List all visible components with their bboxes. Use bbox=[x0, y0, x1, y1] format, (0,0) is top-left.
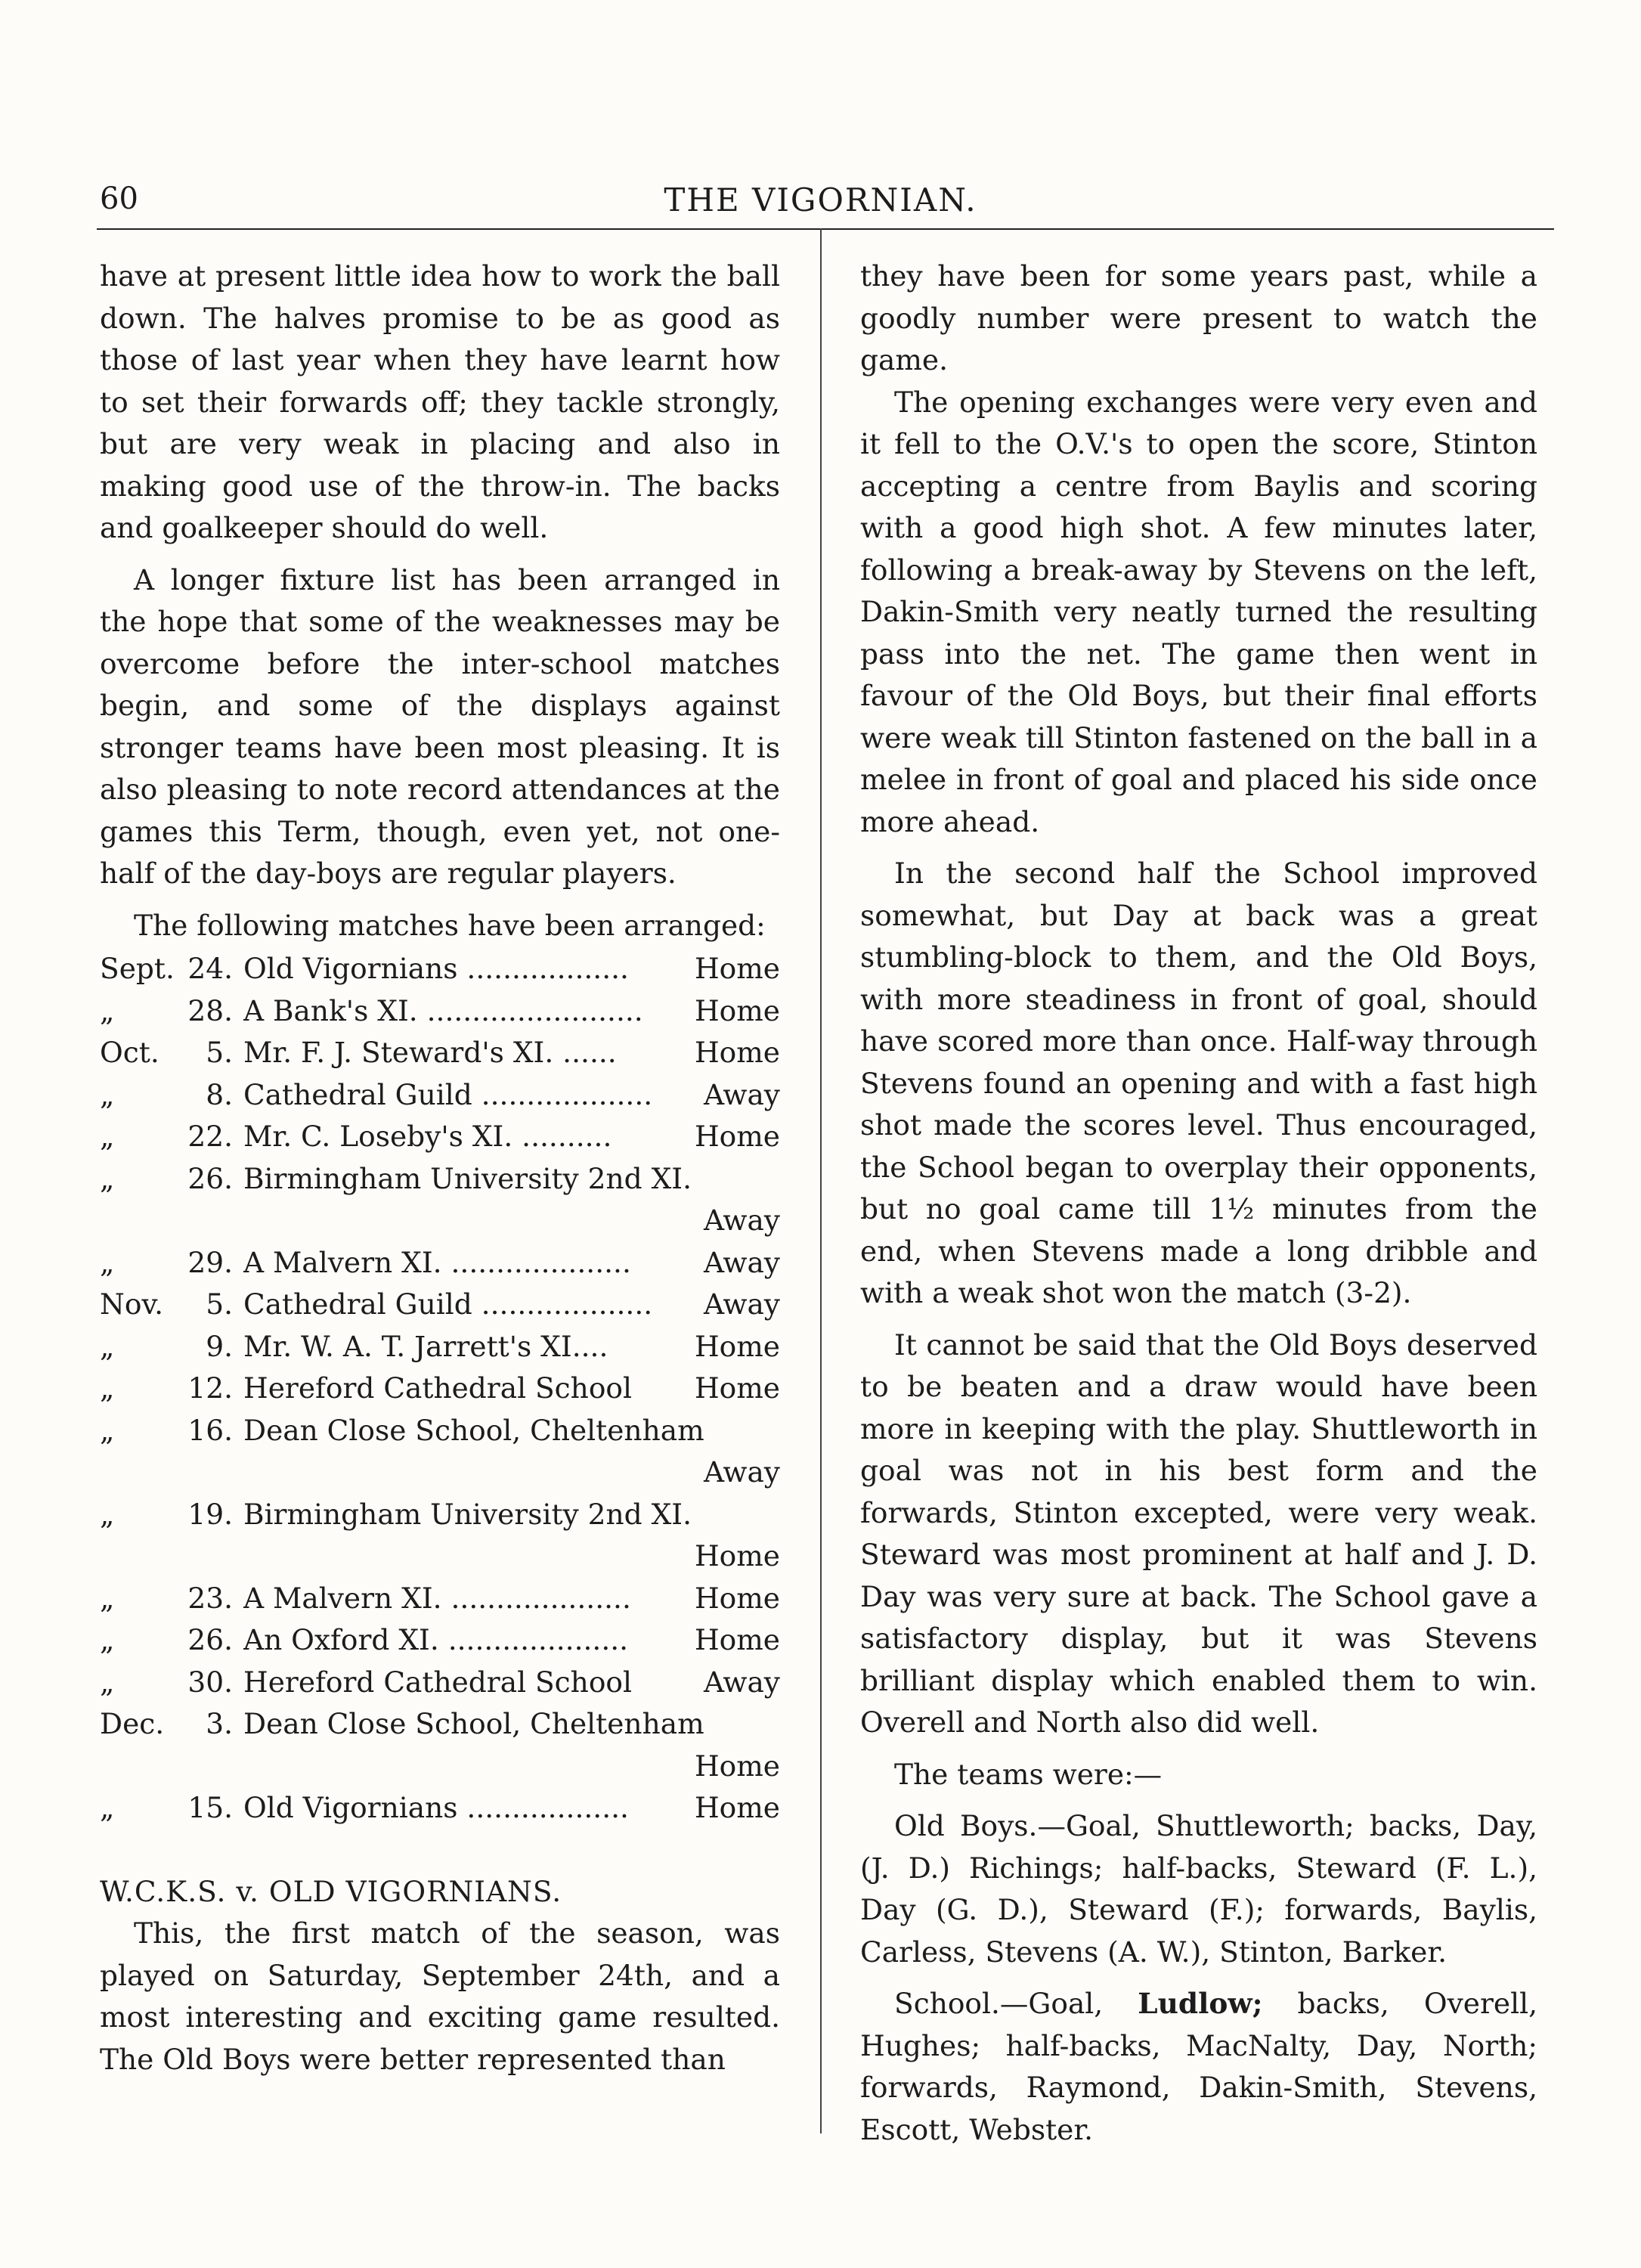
fixture-opponent: Mr. F. J. Steward's XI. ...... bbox=[243, 1036, 617, 1069]
left-column bbox=[100, 256, 780, 2081]
fixture-row bbox=[100, 1074, 780, 1117]
fixture-month: „ bbox=[100, 1371, 115, 1405]
fixture-venue: Home bbox=[694, 1036, 780, 1069]
fixture-month: Dec. bbox=[100, 1707, 165, 1740]
right-column bbox=[860, 256, 1537, 2151]
fixture-venue: Home bbox=[694, 993, 780, 1027]
fixture-month: „ bbox=[100, 1623, 115, 1656]
fixture-venue: Home bbox=[694, 1371, 780, 1405]
fixture-list bbox=[100, 948, 780, 1830]
school-team-rest: backs, Overell, Hughes; half-backs, MacNalty, Day, North; forwards, Raymond, Dakin-Smith, Stevens, Escott, Webster. bbox=[860, 1987, 1537, 2146]
fixture-row bbox=[100, 990, 780, 1033]
paragraph: It cannot be said that the Old Boys deserved to be beaten and a draw would have been more in keeping with the play. Shuttleworth in goal was not in his best form and the forwards, Stinton excepted, were very weak. Steward was most prominent at half and J. D. Day was very sure at back. The School gave a satisfactory display, but it was Stevens brilliant display which enabled them to win. Overell and North also did well. bbox=[860, 1328, 1537, 1739]
fixture-row bbox=[100, 1619, 780, 1662]
fixture-day: 30. bbox=[187, 1665, 233, 1699]
fixture-opponent: Old Vigornians .................. bbox=[243, 1791, 629, 1824]
fixture-row bbox=[100, 1032, 780, 1074]
page-title: THE VIGORNIAN. bbox=[664, 181, 977, 218]
fixture-row bbox=[100, 1494, 780, 1536]
fixture-month: „ bbox=[100, 1791, 115, 1824]
fixture-venue: Away bbox=[703, 1455, 780, 1489]
fixture-month: Sept. bbox=[100, 952, 175, 985]
fixture-venue: Home bbox=[694, 1329, 780, 1363]
fixture-month: „ bbox=[100, 993, 115, 1027]
paragraph: In the second half the School improved somewhat, but Day at back was a great stumbling-block to them, and the Old Boys, with more steadiness in front of goal, should have scored more than once. Half-way through Stevens found an opening and with a fast high shot made the scores level. Thus encouraged, the School began to overplay their opponents, but no goal came till 1½ minutes from the end, when Stevens made a long dribble and with a weak shot won the match (3-2). bbox=[860, 857, 1537, 1309]
fixture-day: 8. bbox=[206, 1077, 233, 1111]
fixture-row bbox=[100, 1410, 780, 1452]
fixture-opponent: Mr. W. A. T. Jarrett's XI.... bbox=[243, 1329, 608, 1363]
fixture-row bbox=[100, 1703, 780, 1746]
fixture-month: „ bbox=[100, 1413, 115, 1447]
fixture-day: 5. bbox=[206, 1036, 233, 1069]
fixture-row bbox=[100, 1368, 780, 1410]
column-rule bbox=[820, 228, 822, 2133]
school-team bbox=[860, 1983, 1537, 2151]
fixture-venue: Away bbox=[703, 1204, 780, 1237]
teams-intro: The teams were:— bbox=[894, 1757, 1163, 1791]
fixture-day: 24. bbox=[187, 952, 233, 985]
fixture-venue: Home bbox=[694, 1749, 780, 1783]
fixture-row bbox=[100, 948, 780, 990]
fixture-month: „ bbox=[100, 1329, 115, 1363]
fixture-month: „ bbox=[100, 1497, 115, 1531]
fixture-opponent: An Oxford XI. .................... bbox=[243, 1623, 629, 1656]
paragraph: A longer fixture list has been arranged in the hope that some of the weaknesses may be overcome before the inter-school matches begin, and some of the displays against stronger teams have been most pleasing. It is also pleasing to note record attendances at the games this Term, though, even yet, not one-half of the day-boys are regular players. bbox=[100, 562, 780, 890]
fixture-venue: Home bbox=[694, 1581, 780, 1615]
fixture-row bbox=[100, 1326, 780, 1368]
fixture-day: 22. bbox=[187, 1120, 233, 1153]
fixture-day: 23. bbox=[187, 1581, 233, 1615]
fixture-venue: Home bbox=[694, 952, 780, 985]
old-boys-team: Old Boys.—Goal, Shuttleworth; backs, Day, (J. D.) Richings; half-backs, Steward (F. L.), Day (G. D.), Steward (F.); forwards, Baylis, Carless, Stevens (A. W.), Stinton, Barker. bbox=[860, 1809, 1537, 1969]
fixture-day: 26. bbox=[187, 1623, 233, 1656]
fixture-venue: Away bbox=[703, 1077, 780, 1111]
fixture-opponent: Mr. C. Loseby's XI. .......... bbox=[243, 1120, 612, 1153]
fixture-venue: Away bbox=[703, 1245, 780, 1279]
fixture-month: „ bbox=[100, 1581, 115, 1615]
match-report-title: W.C.K.S. v. OLD VIGORNIANS. bbox=[100, 1874, 562, 1908]
fixture-row bbox=[100, 1242, 780, 1284]
fixture-month: „ bbox=[100, 1665, 115, 1699]
fixture-opponent: Cathedral Guild ................... bbox=[243, 1077, 653, 1111]
school-goalkeeper: Ludlow; bbox=[1138, 1987, 1263, 2020]
fixture-day: 5. bbox=[206, 1287, 233, 1321]
fixture-month: „ bbox=[100, 1077, 115, 1111]
fixture-row bbox=[100, 1578, 780, 1620]
fixture-day: 28. bbox=[187, 993, 233, 1027]
fixture-day: 9. bbox=[206, 1329, 233, 1363]
fixture-day: 3. bbox=[206, 1707, 233, 1740]
fixture-venue: Away bbox=[703, 1287, 780, 1321]
fixture-venue: Away bbox=[703, 1665, 780, 1699]
fixture-venue: Home bbox=[694, 1539, 780, 1572]
school-team-lead: School.—Goal, bbox=[894, 1987, 1104, 2020]
fixture-month: Nov. bbox=[100, 1287, 164, 1321]
paragraph: they have been for some years past, while a goodly number were present to watch the game. bbox=[860, 259, 1537, 376]
fixture-opponent: Cathedral Guild ................... bbox=[243, 1287, 653, 1321]
fixture-venue: Home bbox=[694, 1791, 780, 1824]
fixtures-intro: The following matches have been arranged: bbox=[134, 908, 766, 942]
fixture-day: 15. bbox=[187, 1791, 233, 1824]
fixture-month: „ bbox=[100, 1245, 115, 1279]
fixture-row bbox=[100, 1284, 780, 1326]
fixture-venue: Home bbox=[694, 1120, 780, 1153]
paragraph: This, the first match of the season, was played on Saturday, September 24th, and a most interesting and exciting game resulted. The Old Boys were better represented than bbox=[100, 1916, 780, 2076]
fixture-opponent: A Malvern XI. .................... bbox=[243, 1581, 631, 1615]
header-rule bbox=[97, 228, 1554, 230]
paragraph: have at present little idea how to work the ball down. The halves promise to be as good as those of last year when they have learnt how to set their forwards off; they tackle strongly, but are very weak in placing and also in making good use of the throw-in. The backs and goalkeeper should do well. bbox=[100, 259, 780, 544]
fixture-opponent: Old Vigornians .................. bbox=[243, 952, 629, 985]
fixture-row bbox=[100, 1158, 780, 1201]
fixture-day: 29. bbox=[187, 1245, 233, 1279]
fixture-month: „ bbox=[100, 1161, 115, 1195]
fixture-day: 26. bbox=[187, 1161, 233, 1195]
fixture-row bbox=[100, 1662, 780, 1704]
fixture-venue: Home bbox=[694, 1623, 780, 1656]
fixture-opponent: Dean Close School, Cheltenham bbox=[243, 1707, 704, 1740]
fixture-opponent: Birmingham University 2nd XI. bbox=[243, 1161, 692, 1195]
fixture-day: 12. bbox=[187, 1371, 233, 1405]
paragraph: The opening exchanges were very even and it fell to the O.V.'s to open the score, Stinton accepting a centre from Baylis and scoring with a good high shot. A few minutes later, following a break-away by Stevens on the left, Dakin-Smith very neatly turned the resulting pass into the net. The game then went in favour of the Old Boys, but their final efforts were weak till Stinton fastened on the ball in a melee in front of goal and placed his side once more ahead. bbox=[860, 385, 1537, 838]
fixture-opponent: Dean Close School, Cheltenham bbox=[243, 1413, 704, 1447]
page-number: 60 bbox=[100, 181, 138, 216]
fixture-opponent: A Malvern XI. .................... bbox=[243, 1245, 631, 1279]
fixture-opponent: Hereford Cathedral School bbox=[243, 1371, 632, 1405]
fixture-row bbox=[100, 1787, 780, 1830]
fixture-opponent: Birmingham University 2nd XI. bbox=[243, 1497, 692, 1531]
fixture-row bbox=[100, 1116, 780, 1158]
fixture-opponent: Hereford Cathedral School bbox=[243, 1665, 632, 1699]
fixture-day: 19. bbox=[187, 1497, 233, 1531]
fixture-month: „ bbox=[100, 1120, 115, 1153]
fixture-opponent: A Bank's XI. ........................ bbox=[243, 993, 643, 1027]
fixture-day: 16. bbox=[187, 1413, 233, 1447]
fixture-month: Oct. bbox=[100, 1036, 159, 1069]
